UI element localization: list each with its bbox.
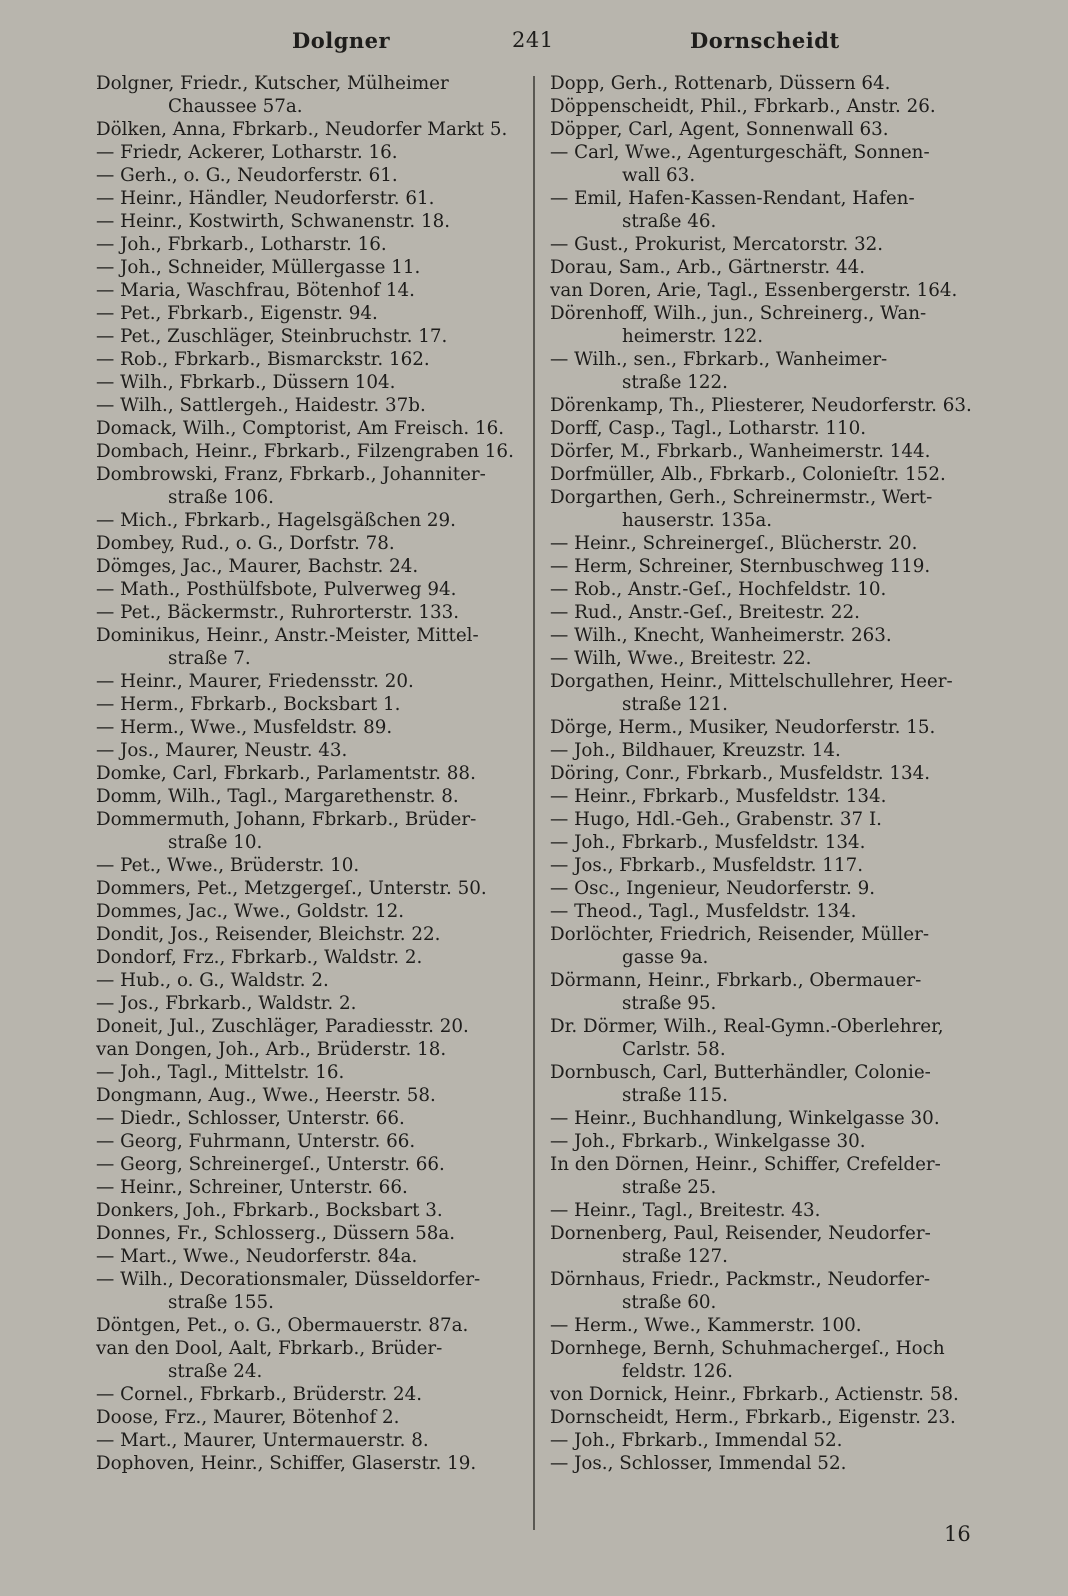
directory-entry: Dommermuth, Johann, Fbrkarb., Brüder- [96, 809, 477, 830]
directory-entry: — Wilh., sen., Fbrkarb., Wanheimer- [550, 349, 888, 370]
directory-entry: Dr. Dörmer, Wilh., Real-Gymn.-Oberlehrer, [550, 1016, 944, 1037]
directory-entry: Dorfmüller, Alb., Fbrkarb., Colonieſtr. 152. [550, 464, 946, 485]
directory-entry: Dombey, Rud., o. G., Dorfstr. 78. [96, 533, 395, 554]
entry-continuation: straße 122. [622, 372, 728, 393]
entry-continuation: straße 127. [622, 1246, 728, 1267]
directory-entry: — Herm., Wwe., Musfeldstr. 89. [96, 717, 393, 738]
right-column [550, 72, 998, 1475]
directory-entry: — Wilh, Wwe., Breitestr. 22. [550, 648, 812, 669]
directory-entry: — Wilh., Sattlergeh., Haidestr. 37b. [96, 395, 426, 416]
directory-entry: Dömges, Jac., Maurer, Bachstr. 24. [96, 556, 419, 577]
directory-entry: — Jos., Maurer, Neustr. 43. [96, 740, 348, 761]
directory-entry: Dominikus, Heinr., Anstr.-Meister, Mittel- [96, 625, 479, 646]
directory-entry: van Dongen, Joh., Arb., Brüderstr. 18. [96, 1039, 447, 1060]
directory-entry: — Math., Posthülfsbote, Pulverweg 94. [96, 579, 457, 600]
entry-continuation: straße 25. [622, 1177, 717, 1198]
directory-entry: Döpper, Carl, Agent, Sonnenwall 63. [550, 119, 889, 140]
entry-continuation: gasse 9a. [622, 947, 709, 968]
directory-entry: — Joh., Fbrkarb., Winkelgasse 30. [550, 1131, 866, 1152]
directory-entry: — Heinr., Kostwirth, Schwanenstr. 18. [96, 211, 451, 232]
directory-entry: — Jos., Schlosser, Immendal 52. [550, 1453, 847, 1474]
directory-entry: — Gerh., o. G., Neudorferstr. 61. [96, 165, 398, 186]
directory-entry: van den Dool, Aalt, Fbrkarb., Brüder- [96, 1338, 443, 1359]
directory-entry: — Rob., Anstr.-Geſ., Hochfeldstr. 10. [550, 579, 887, 600]
directory-entry: Dongmann, Aug., Wwe., Heerstr. 58. [96, 1085, 436, 1106]
directory-entry: — Heinr., Schreiner, Unterstr. 66. [96, 1177, 408, 1198]
entry-continuation: straße 7. [168, 648, 251, 669]
directory-entry: Domke, Carl, Fbrkarb., Parlamentstr. 88. [96, 763, 476, 784]
directory-entry: Domm, Wilh., Tagl., Margarethenstr. 8. [96, 786, 459, 807]
directory-entry: — Jos., Fbrkarb., Musfeldstr. 117. [550, 855, 864, 876]
directory-entry: — Herm, Schreiner, Sternbuschweg 119. [550, 556, 931, 577]
directory-entry: — Carl, Wwe., Agenturgeschäft, Sonnen- [550, 142, 930, 163]
directory-entry: Dorlöchter, Friedrich, Reisender, Müller- [550, 924, 929, 945]
directory-entry: — Friedr, Ackerer, Lotharstr. 16. [96, 142, 398, 163]
directory-entry: Dopp, Gerh., Rottenarb, Düssern 64. [550, 73, 891, 94]
directory-entry: van Doren, Arie, Tagl., Essenbergerstr. 164. [550, 280, 958, 301]
entry-continuation: straße 60. [622, 1292, 717, 1313]
entry-continuation: straße 106. [168, 487, 274, 508]
directory-entry: Dörenkamp, Th., Pliesterer, Neudorferstr. 63. [550, 395, 972, 416]
directory-entry: Dörenhoff, Wilh., jun., Schreinerg., Wan- [550, 303, 927, 324]
directory-entry: Donnes, Fr., Schlosserg., Düssern 58a. [96, 1223, 456, 1244]
directory-entry: — Herm., Wwe., Kammerstr. 100. [550, 1315, 862, 1336]
directory-entry: — Mart., Wwe., Neudorferstr. 84a. [96, 1246, 418, 1267]
directory-entry: — Joh., Fbrkarb., Immendal 52. [550, 1430, 843, 1451]
directory-entry: Dorgathen, Heinr., Mittelschullehrer, Heer- [550, 671, 953, 692]
directory-entry: — Joh., Fbrkarb., Lotharstr. 16. [96, 234, 387, 255]
directory-entry: — Hub., o. G., Waldstr. 2. [96, 970, 329, 991]
entry-continuation: straße 115. [622, 1085, 728, 1106]
directory-entry: — Hugo, Hdl.-Geh., Grabenstr. 37 I. [550, 809, 882, 830]
header-right-keyword: Dornscheidt [690, 28, 840, 53]
directory-entry: Dolgner, Friedr., Kutscher, Mülheimer [96, 73, 449, 94]
signature-mark: 16 [944, 1522, 971, 1546]
directory-entry: Dorgarthen, Gerh., Schreinermstr., Wert- [550, 487, 933, 508]
directory-entry: — Osc., Ingenieur, Neudorferstr. 9. [550, 878, 876, 899]
directory-entry: — Heinr., Buchhandlung, Winkelgasse 30. [550, 1108, 940, 1129]
directory-entry: Dommers, Pet., Metzgergeſ., Unterstr. 50. [96, 878, 487, 899]
entry-continuation: heimerstr. 122. [622, 326, 764, 347]
directory-entry: Dophoven, Heinr., Schiffer, Glaserstr. 19. [96, 1453, 477, 1474]
entry-continuation: straße 24. [168, 1361, 263, 1382]
directory-entry: Dörfer, M., Fbrkarb., Wanheimerstr. 144. [550, 441, 931, 462]
directory-entry: — Pet., Zuschläger, Steinbruchstr. 17. [96, 326, 448, 347]
directory-entry: — Heinr., Fbrkarb., Musfeldstr. 134. [550, 786, 887, 807]
entry-continuation: hauserstr. 135a. [622, 510, 773, 531]
directory-entry: Dombach, Heinr., Fbrkarb., Filzengraben 16. [96, 441, 514, 462]
directory-entry: — Herm., Fbrkarb., Bocksbart 1. [96, 694, 401, 715]
page-number: 241 [512, 28, 554, 52]
directory-entry: — Heinr., Maurer, Friedensstr. 20. [96, 671, 414, 692]
directory-entry: — Joh., Fbrkarb., Musfeldstr. 134. [550, 832, 866, 853]
directory-entry: — Joh., Tagl., Mittelstr. 16. [96, 1062, 345, 1083]
directory-entry: Dorff, Casp., Tagl., Lotharstr. 110. [550, 418, 867, 439]
directory-entry: Dörmann, Heinr., Fbrkarb., Obermauer- [550, 970, 922, 991]
directory-entry: — Mart., Maurer, Untermauerstr. 8. [96, 1430, 429, 1451]
directory-entry: Dornenberg, Paul, Reisender, Neudorfer- [550, 1223, 931, 1244]
directory-entry: — Georg, Schreinergeſ., Unterstr. 66. [96, 1154, 445, 1175]
directory-entry: — Maria, Waschfrau, Bötenhof 14. [96, 280, 415, 301]
directory-entry: — Mich., Fbrkarb., Hagelsgäßchen 29. [96, 510, 456, 531]
entry-continuation: straße 121. [622, 694, 728, 715]
directory-entry: — Joh., Schneider, Müllergasse 11. [96, 257, 421, 278]
directory-entry: Dornhege, Bernh, Schuhmachergeſ., Hoch [550, 1338, 945, 1359]
directory-entry: Dondit, Jos., Reisender, Bleichstr. 22. [96, 924, 441, 945]
directory-entry: Dölken, Anna, Fbrkarb., Neudorfer Markt 5. [96, 119, 508, 140]
entry-continuation: straße 155. [168, 1292, 274, 1313]
directory-entry: — Pet., Bäckermstr., Ruhrorterstr. 133. [96, 602, 460, 623]
directory-entry: — Diedr., Schlosser, Unterstr. 66. [96, 1108, 405, 1129]
directory-entry: — Heinr., Schreinergeſ., Blücherstr. 20. [550, 533, 918, 554]
directory-entry: In den Dörnen, Heinr., Schiffer, Crefelder- [550, 1154, 941, 1175]
directory-entry: Dornbusch, Carl, Butterhändler, Colonie- [550, 1062, 931, 1083]
column-divider [533, 76, 535, 1530]
directory-entry: — Pet., Wwe., Brüderstr. 10. [96, 855, 360, 876]
directory-entry: Döntgen, Pet., o. G., Obermauerstr. 87a. [96, 1315, 469, 1336]
directory-entry: — Rob., Fbrkarb., Bismarckstr. 162. [96, 349, 430, 370]
directory-entry: Dörnhaus, Friedr., Packmstr., Neudorfer- [550, 1269, 931, 1290]
directory-entry: — Pet., Fbrkarb., Eigenstr. 94. [96, 303, 378, 324]
directory-entry: Domack, Wilh., Comptorist, Am Freisch. 16. [96, 418, 505, 439]
entry-continuation: Carlstr. 58. [622, 1039, 726, 1060]
directory-entry: von Dornick, Heinr., Fbrkarb., Actienstr. 58. [550, 1384, 959, 1405]
page-header [0, 22, 1068, 62]
directory-entry: Dondorf, Frz., Fbrkarb., Waldstr. 2. [96, 947, 423, 968]
directory-entry: — Wilh., Decorationsmaler, Düsseldorfer- [96, 1269, 481, 1290]
directory-entry: — Georg, Fuhrmann, Unterstr. 66. [96, 1131, 416, 1152]
directory-entry: — Heinr., Händler, Neudorferstr. 61. [96, 188, 435, 209]
entry-continuation: straße 10. [168, 832, 263, 853]
directory-entry: Dornscheidt, Herm., Fbrkarb., Eigenstr. 23. [550, 1407, 956, 1428]
entry-continuation: feldstr. 126. [622, 1361, 733, 1382]
entry-continuation: Chaussee 57a. [168, 96, 303, 117]
directory-entry: Dombrowski, Franz, Fbrkarb., Johanniter- [96, 464, 486, 485]
directory-entry: — Rud., Anstr.-Geſ., Breitestr. 22. [550, 602, 860, 623]
directory-entry: Döppenscheidt, Phil., Fbrkarb., Anstr. 26. [550, 96, 936, 117]
directory-entry: — Theod., Tagl., Musfeldstr. 134. [550, 901, 857, 922]
directory-entry: — Heinr., Tagl., Breitestr. 43. [550, 1200, 821, 1221]
directory-entry: — Wilh., Fbrkarb., Düssern 104. [96, 372, 396, 393]
left-column [96, 72, 532, 1475]
directory-entry: Doose, Frz., Maurer, Bötenhof 2. [96, 1407, 400, 1428]
entry-continuation: wall 63. [622, 165, 696, 186]
entry-continuation: straße 46. [622, 211, 717, 232]
directory-entry: Doneit, Jul., Zuschläger, Paradiesstr. 20. [96, 1016, 469, 1037]
directory-entry: Dommes, Jac., Wwe., Goldstr. 12. [96, 901, 405, 922]
directory-entry: — Emil, Hafen-Kassen-Rendant, Hafen- [550, 188, 915, 209]
directory-entry: — Jos., Fbrkarb., Waldstr. 2. [96, 993, 357, 1014]
directory-entry: — Joh., Bildhauer, Kreuzstr. 14. [550, 740, 841, 761]
directory-entry: Döring, Conr., Fbrkarb., Musfeldstr. 134. [550, 763, 931, 784]
entry-continuation: straße 95. [622, 993, 717, 1014]
directory-entry: — Gust., Prokurist, Mercatorstr. 32. [550, 234, 884, 255]
directory-entry: Donkers, Joh., Fbrkarb., Bocksbart 3. [96, 1200, 443, 1221]
directory-entry: — Cornel., Fbrkarb., Brüderstr. 24. [96, 1384, 423, 1405]
directory-entry: Dorau, Sam., Arb., Gärtnerstr. 44. [550, 257, 866, 278]
directory-entry: — Wilh., Knecht, Wanheimerstr. 263. [550, 625, 892, 646]
header-left-keyword: Dolgner [292, 28, 391, 53]
directory-entry: Dörge, Herm., Musiker, Neudorferstr. 15. [550, 717, 936, 738]
